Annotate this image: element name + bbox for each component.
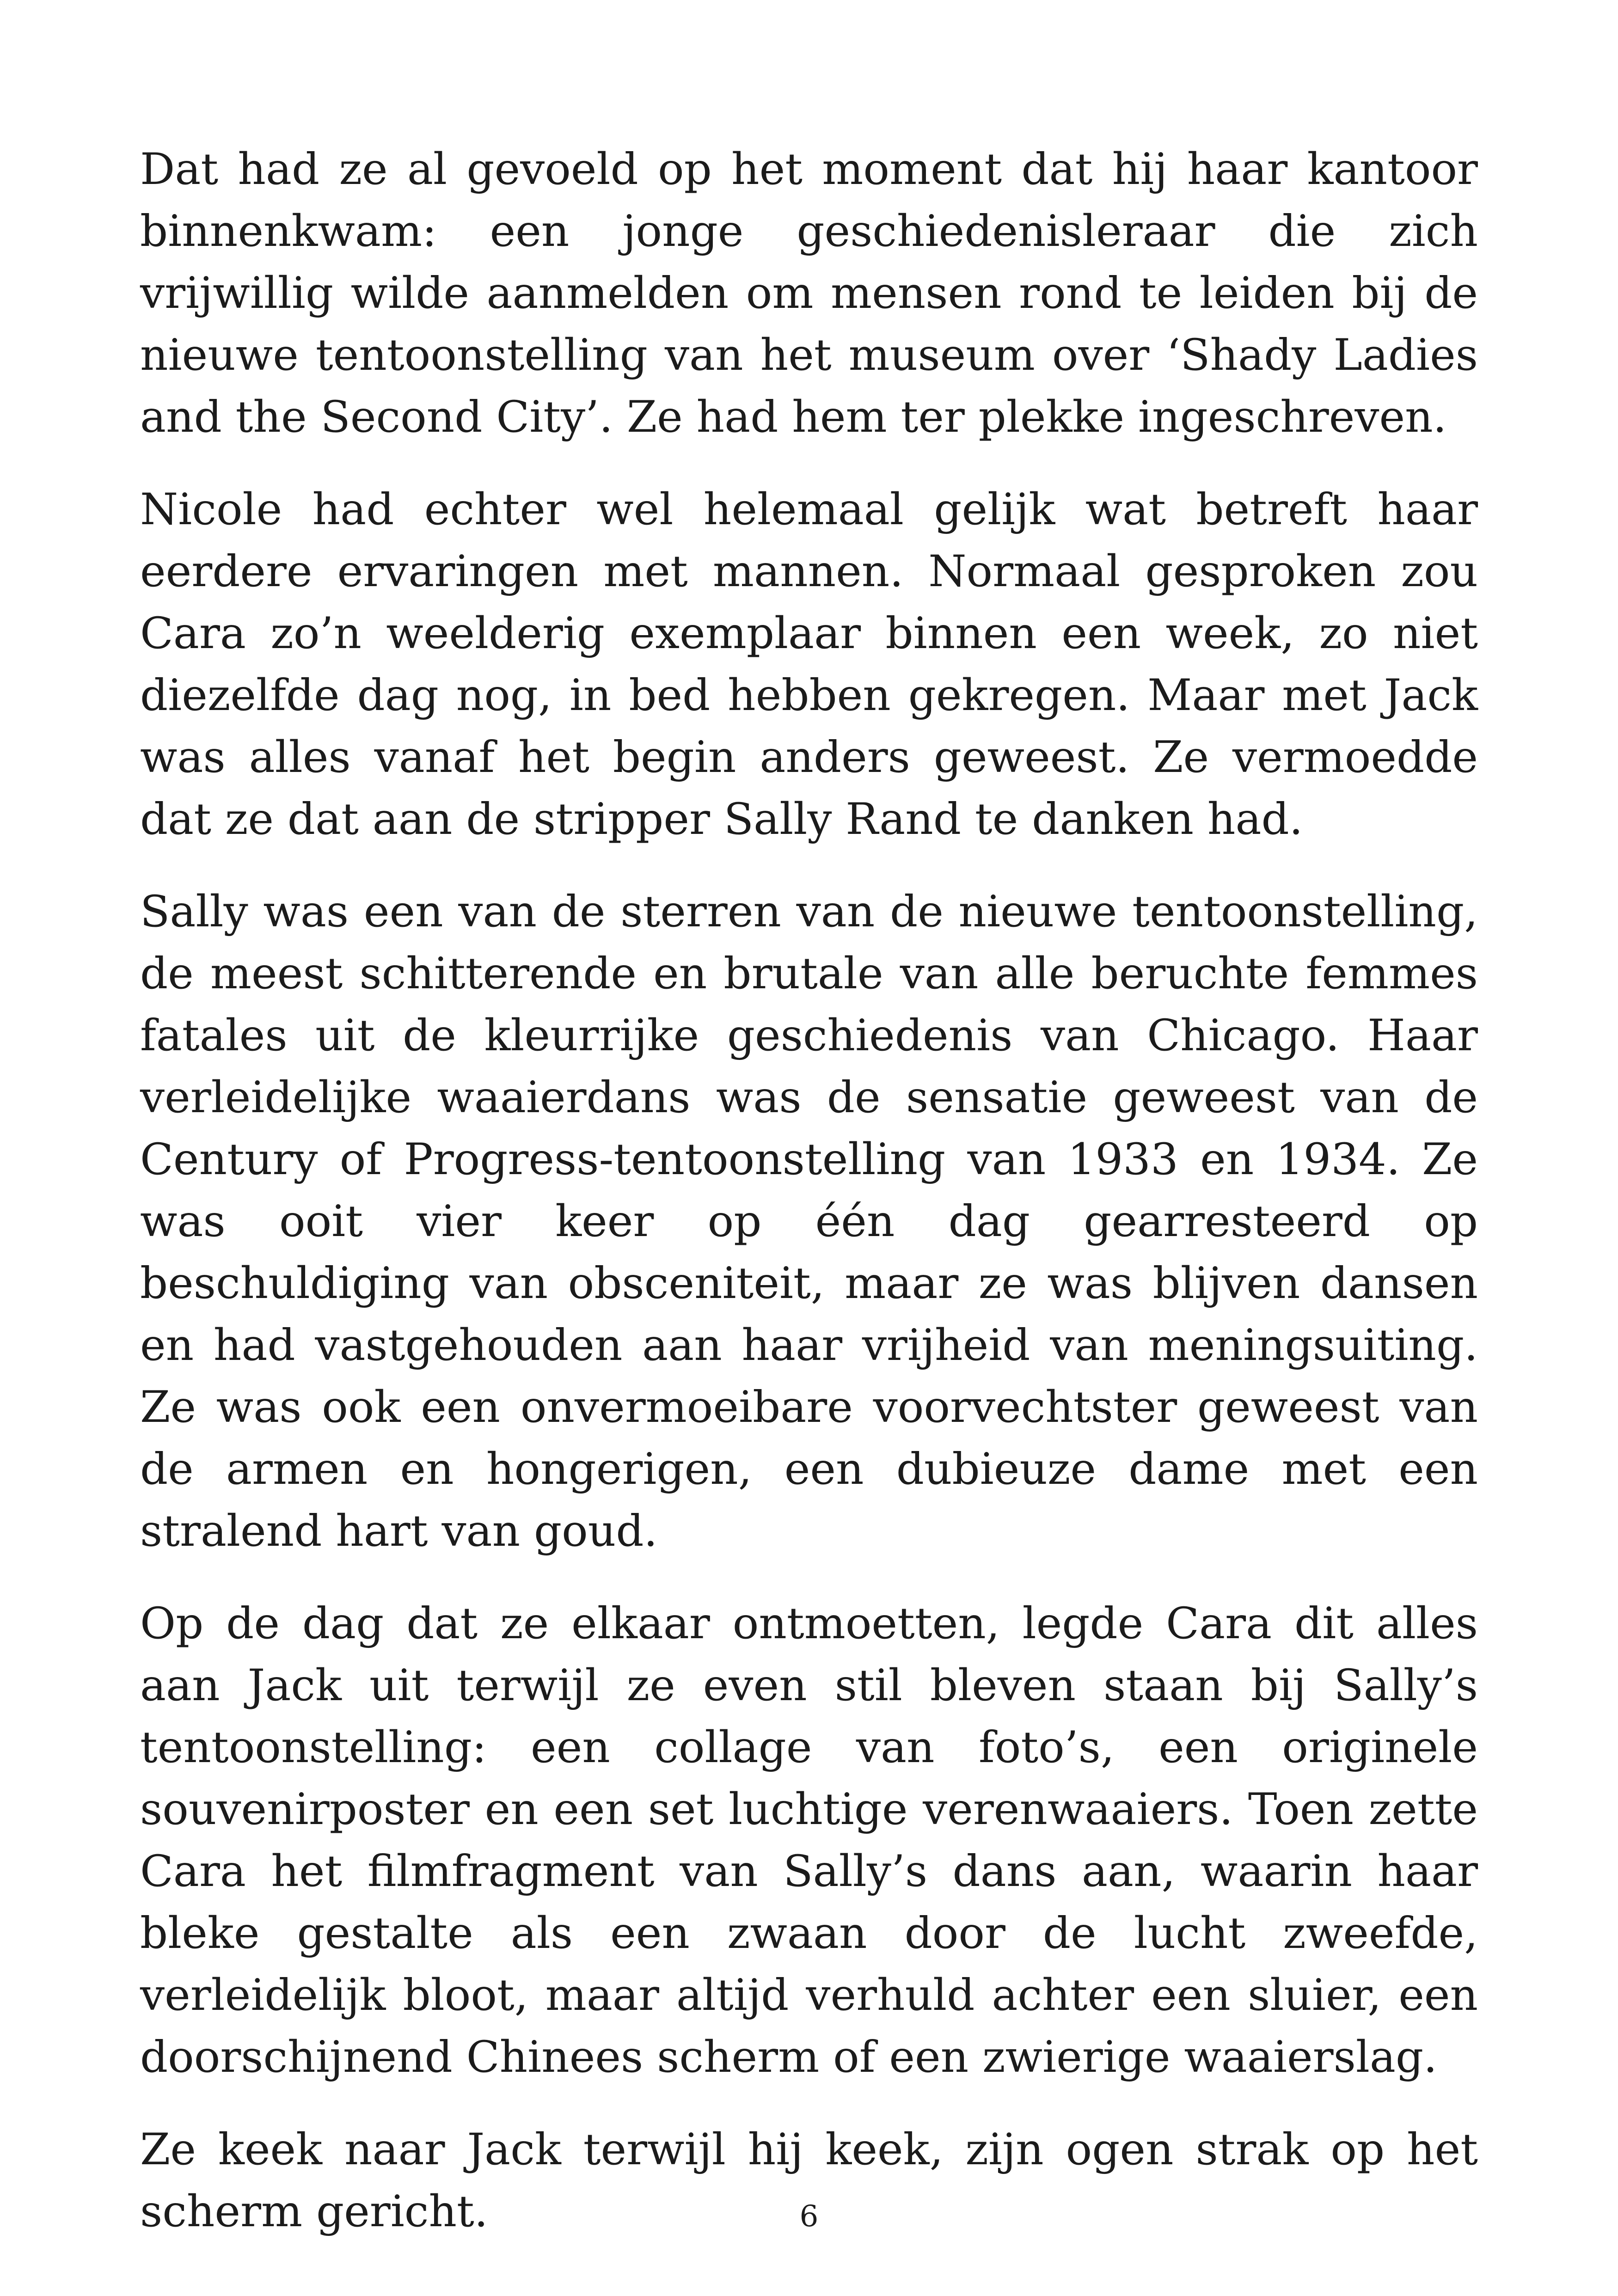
paragraph-5: Ze keek naar Jack terwijl hij keek, zijn ogen strak op het scherm gericht. (140, 2125, 1478, 2237)
paragraph-4: Op de dag dat ze elkaar ontmoetten, legde Cara dit alles aan Jack uit terwijl ze even stil bleven staan bij Sally’s tentoonstelling: een collage van foto’s, een originele souvenirposter en een set luchtige verenwaaiers. Toen zette Cara het filmfragment van Sally’s dans aan, waarin haar bleke gestalte als een zwaan door de lucht zweefde, verleidelijk bloot, maar altijd verhuld achter een sluier, een doorschijnend Chinees scherm of een zwierige waaierslag. (140, 1598, 1478, 2082)
page-number: 6 (799, 2199, 819, 2234)
paragraph-3: Sally was een van de sterren van de nieuwe tentoonstelling, de meest schitterende en brutale van alle beruchte femmes fatales uit de kleurrijke geschiedenis van Chicago. Haar verleidelijke waaierdans was de sensatie geweest van de Century of Progress-tentoonstelling van 1933 en 1934. Ze was ooit vier keer op één dag gearresteerd op beschuldiging van obsceniteit, maar ze was blijven dansen en had vastgehouden aan haar vrijheid van meningsuiting. Ze was ook een onvermoeibare voorvechtster geweest van de armen en hongerigen, een dubieuze dame met een stralend hart van goud. (140, 887, 1478, 1556)
body-text (140, 139, 1478, 2243)
paragraph-1: Dat had ze al gevoeld op het moment dat hij haar kantoor binnenkwam: een jonge geschiedenisleraar die zich vrijwillig wilde aanmelden om mensen rond te leiden bij de nieuwe tentoonstelling van het museum over ‘Shady Ladies and the Second City’. Ze had hem ter plekke ingeschreven. (140, 144, 1478, 442)
paragraph-2: Nicole had echter wel helemaal gelijk wat betreft haar eerdere ervaringen met mannen. Normaal gesproken zou Cara zo’n weelderig exemplaar binnen een week, zo niet diezelfde dag nog, in bed hebben gekregen. Maar met Jack was alles vanaf het begin anders geweest. Ze vermoedde dat ze dat aan de stripper Sally Rand te danken had. (140, 484, 1478, 845)
